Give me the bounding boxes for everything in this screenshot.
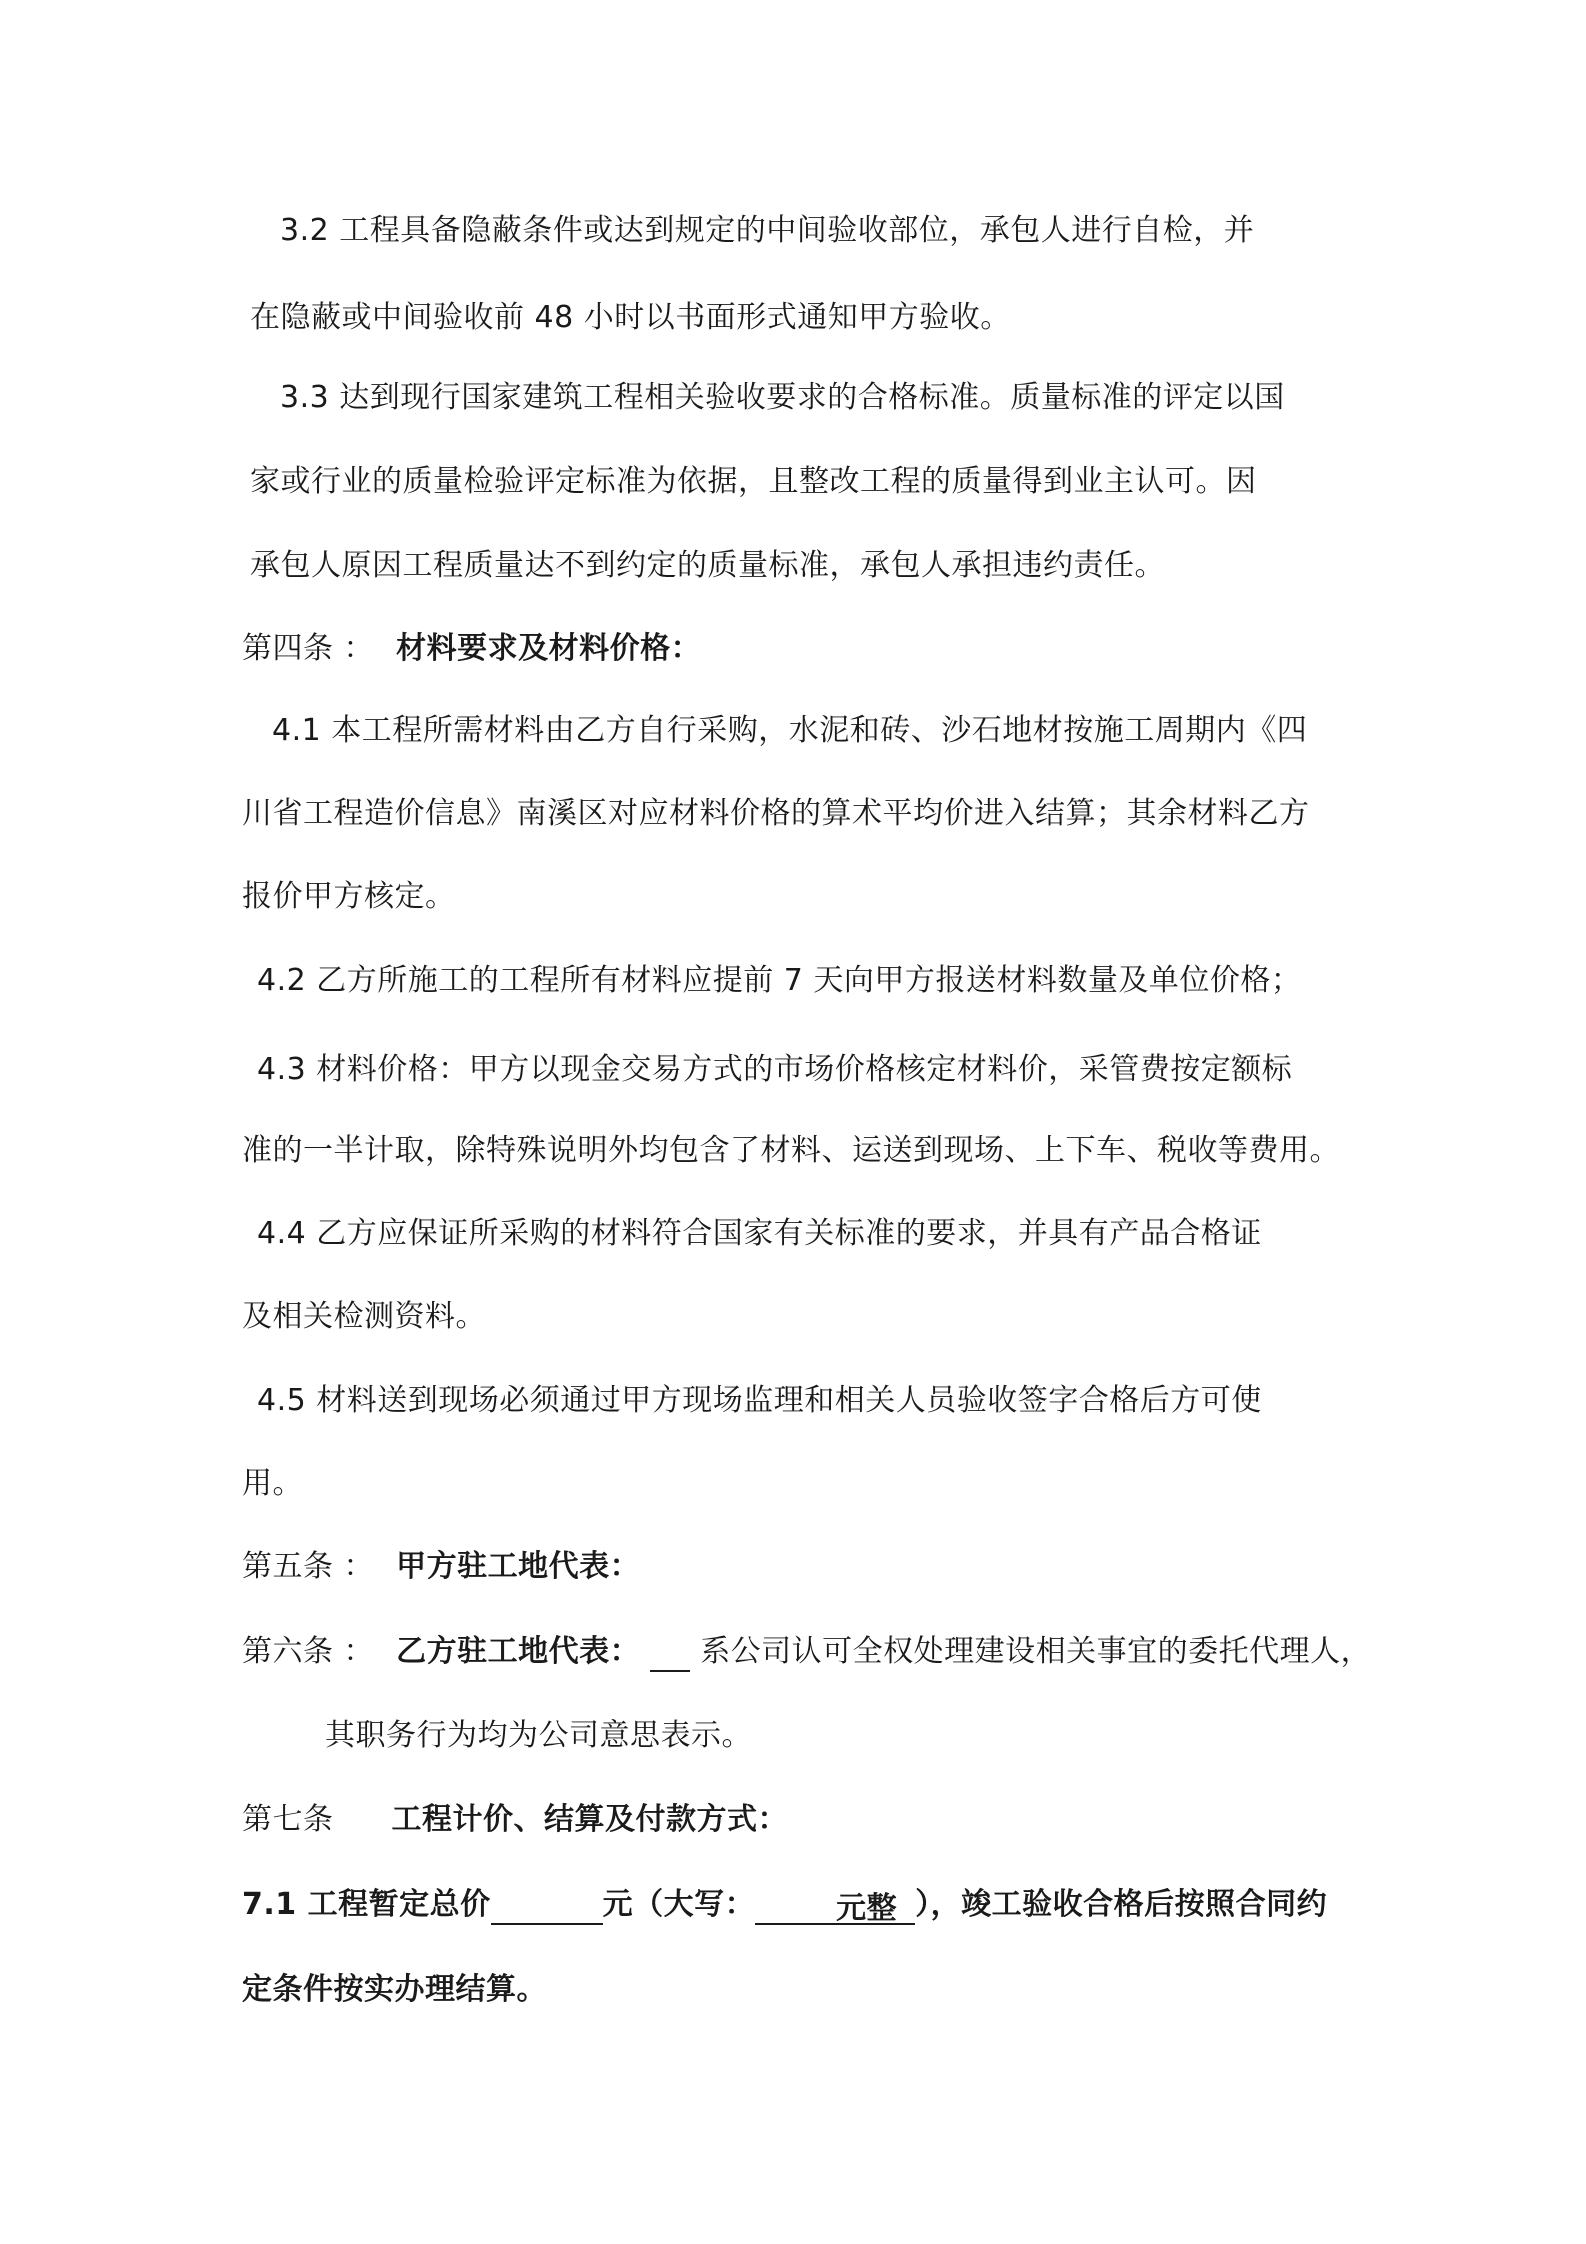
paragraph-4-5-line-1: 4.5 材料送到现场必须通过甲方现场监理和相关人员验收签字合格后方可使 [257, 1383, 1262, 1418]
paragraph-4-1-line-3: 报价甲方核定。 [242, 879, 456, 914]
paragraph-7-1-rest: ），竣工验收合格后按照合同约 [915, 1887, 1328, 1922]
paragraph-4-5-line-2: 用。 [242, 1466, 303, 1501]
article-4-heading [242, 629, 701, 669]
paragraph-3-3-line-1: 3.3 达到现行国家建筑工程相关验收要求的合格标准。质量标准的评定以国 [280, 380, 1285, 415]
article-4-title: 材料要求及材料价格： [396, 631, 702, 666]
capital-amount-suffix: 元整 [836, 1891, 898, 1926]
paragraph-4-4-line-1: 4.4 乙方应保证所采购的材料符合国家有关标准的要求，并具有产品合格证 [257, 1216, 1262, 1251]
article-5-label: 第五条 ： [242, 1549, 375, 1584]
paragraph-7-1-line-1 [242, 1885, 1327, 1925]
article-7-label: 第七条 [242, 1802, 334, 1837]
article-6-heading [242, 1632, 1371, 1672]
capital-amount-label: 元（大写： [602, 1887, 756, 1922]
article-5-title: 甲方驻工地代表： [396, 1549, 641, 1584]
capital-amount-blank [755, 1889, 915, 1925]
paragraph-4-3-line-1: 4.3 材料价格：甲方以现金交易方式的市场价格核定材料价，采管费按定额标 [257, 1052, 1293, 1087]
article-6-label: 第六条 ： [242, 1634, 375, 1669]
paragraph-4-1-line-2: 川省工程造价信息》南溪区对应材料价格的算术平均价进入结算；其余材料乙方 [242, 796, 1310, 831]
paragraph-3-3-line-3: 承包人原因工程质量达不到约定的质量标准，承包人承担违约责任。 [250, 548, 1165, 583]
article-7-title: 工程计价、结算及付款方式： [391, 1802, 789, 1837]
paragraph-4-2: 4.2 乙方所施工的工程所有材料应提前 7 天向甲方报送材料数量及单位价格； [257, 963, 1302, 998]
article-5-heading [242, 1547, 640, 1587]
paragraph-4-3-line-2: 准的一半计取，除特殊说明外均包含了材料、运送到现场、上下车、税收等费用。 [242, 1133, 1340, 1168]
total-price-label: 7.1 工程暂定总价 [242, 1887, 491, 1922]
article-6-text: 系公司认可全权处理建设相关事宜的委托代理人， [700, 1634, 1372, 1669]
article-4-label: 第四条 ： [242, 631, 375, 666]
paragraph-7-1-line-2: 定条件按实办理结算。 [242, 1972, 547, 2007]
paragraph-4-4-line-2: 及相关检测资料。 [242, 1299, 486, 1334]
article-6-title: 乙方驻工地代表： [396, 1634, 641, 1669]
representative-name-blank [650, 1636, 690, 1672]
article-7-heading [242, 1800, 788, 1840]
paragraph-3-3-line-2: 家或行业的质量检验评定标准为依据，且整改工程的质量得到业主认可。因 [250, 464, 1257, 499]
article-6-line-2: 其职务行为均为公司意思表示。 [325, 1718, 752, 1753]
paragraph-4-1-line-1: 4.1 本工程所需材料由乙方自行采购，水泥和砖、沙石地材按施工周期内《四 [272, 713, 1308, 748]
paragraph-3-2-line-2: 在隐蔽或中间验收前 48 小时以书面形式通知甲方验收。 [250, 300, 1011, 335]
total-price-blank [491, 1889, 603, 1925]
paragraph-3-2-line-1: 3.2 工程具备隐蔽条件或达到规定的中间验收部位，承包人进行自检，并 [280, 213, 1255, 248]
